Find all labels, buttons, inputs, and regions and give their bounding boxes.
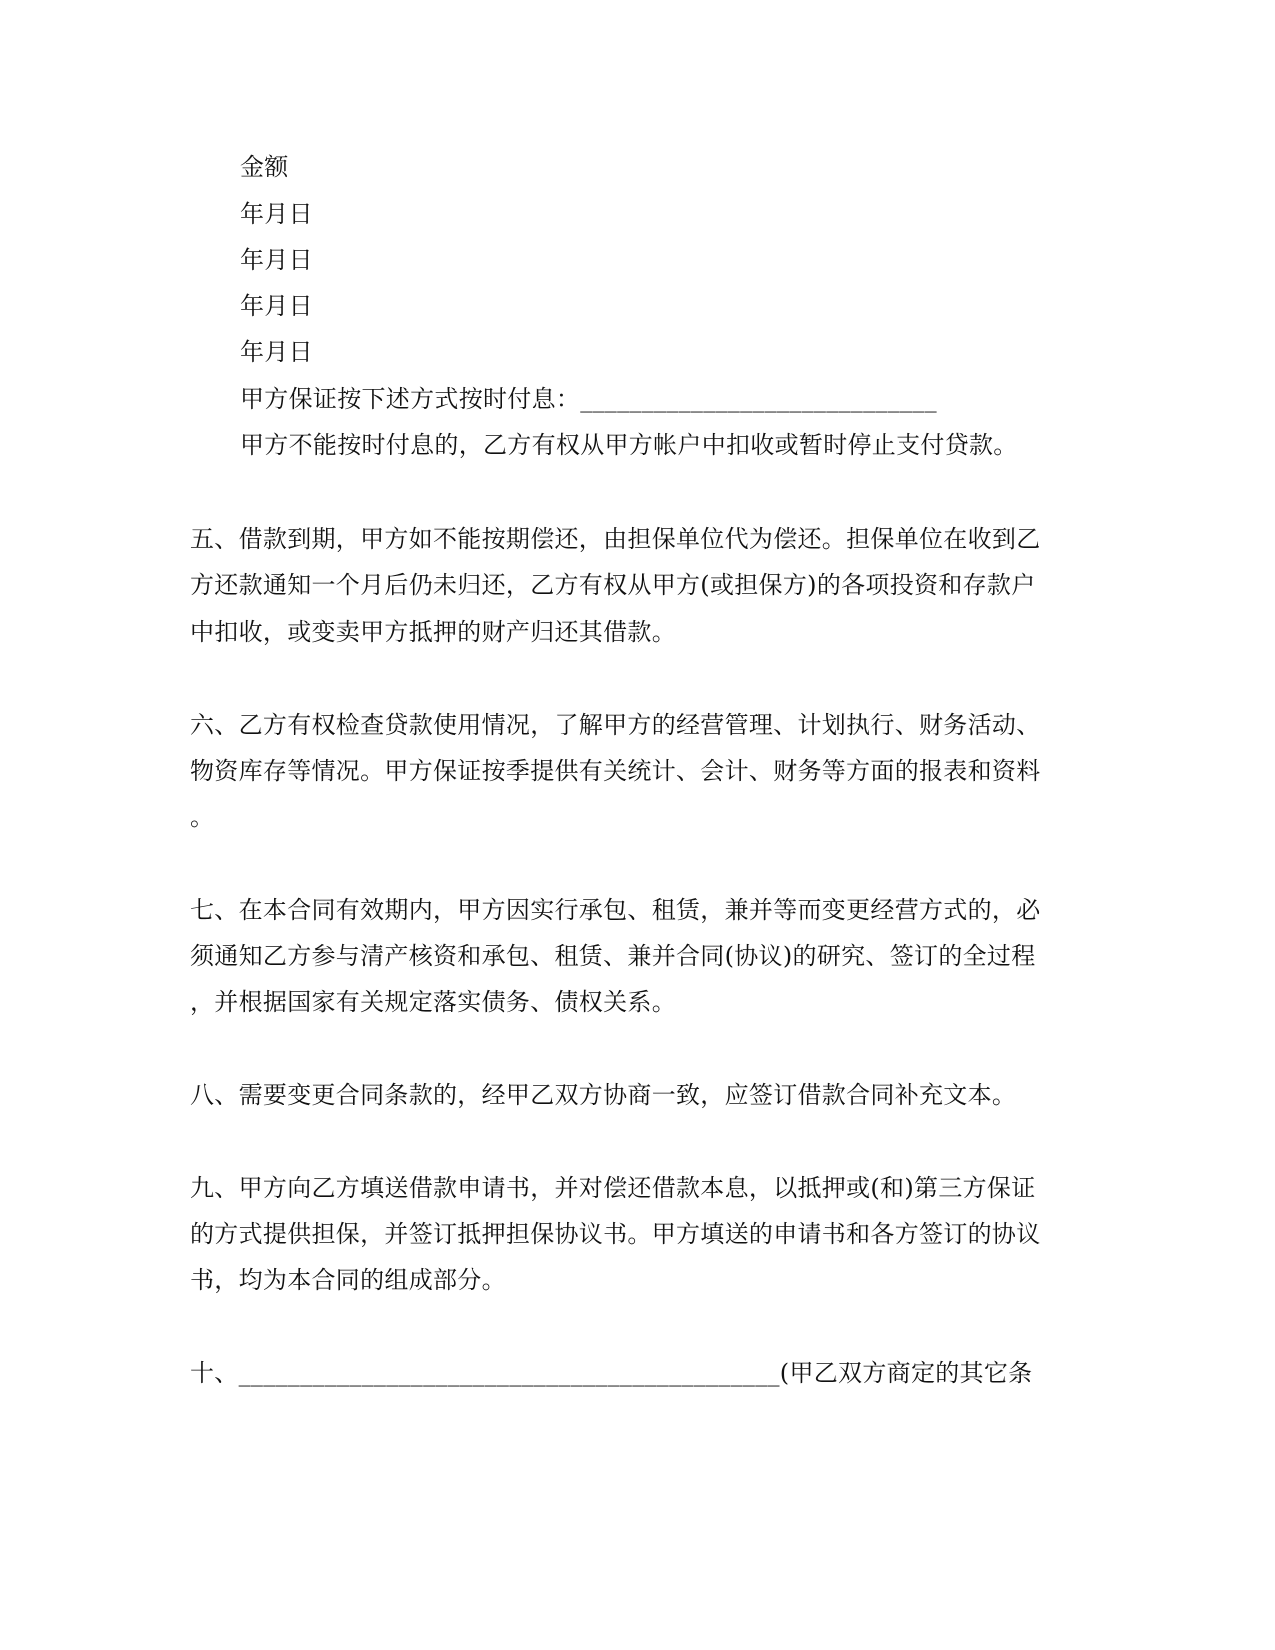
clause-7-line: 须通知乙方参与清产核资和承包、租赁、兼并合同(协议)的研究、签订的全过程 bbox=[190, 942, 1036, 970]
clause-8-line: 八、需要变更合同条款的，经甲乙双方协商一致，应签订借款合同补充文本。 bbox=[190, 1081, 1017, 1109]
clause-7-line: 七、在本合同有效期内，甲方因实行承包、租赁，兼并等而变更经营方式的，必 bbox=[190, 896, 1041, 924]
clause-7-line: ，并根据国家有关规定落实债务、债权关系。 bbox=[190, 988, 676, 1016]
clause-6-line: 物资库存等情况。甲方保证按季提供有关统计、会计、财务等方面的报表和资料 bbox=[190, 757, 1041, 785]
clause-5-line: 方还款通知一个月后仍未归还，乙方有权从甲方(或担保方)的各项投资和存款户 bbox=[190, 571, 1036, 599]
clause-6-line: 六、乙方有权检查贷款使用情况，了解甲方的经营管理、计划执行、财务活动、 bbox=[190, 711, 1041, 739]
late-interest-line: 甲方不能按时付息的，乙方有权从甲方帐户中扣收或暂时停止支付贷款。 bbox=[240, 431, 1018, 459]
clause-6-line: 。 bbox=[190, 803, 215, 831]
clause-9-line: 的方式提供担保，并签订抵押担保协议书。甲方填送的申请书和各方签订的协议 bbox=[190, 1220, 1041, 1248]
clause-9-line: 书，均为本合同的组成部分。 bbox=[190, 1266, 506, 1294]
clause-5-line: 中扣收，或变卖甲方抵押的财产归还其借款。 bbox=[190, 618, 676, 646]
date-line: 年月日 bbox=[240, 246, 313, 274]
date-line: 年月日 bbox=[240, 338, 313, 366]
clause-9-line: 九、甲方向乙方填送借款申请书，并对偿还借款本息，以抵押或(和)第三方保证 bbox=[190, 1174, 1036, 1202]
clause-5-line: 五、借款到期，甲方如不能按期偿还，由担保单位代为偿还。担保单位在收到乙 bbox=[190, 525, 1041, 553]
date-line: 年月日 bbox=[240, 292, 313, 320]
date-line: 年月日 bbox=[240, 200, 313, 228]
interest-method-line: 甲方保证按下述方式按时付息：_____________________________ bbox=[240, 385, 937, 413]
amount-header: 金额 bbox=[240, 153, 289, 181]
clause-10-line: 十、____________________________________________(甲乙双方商定的其它条 bbox=[190, 1359, 1033, 1387]
